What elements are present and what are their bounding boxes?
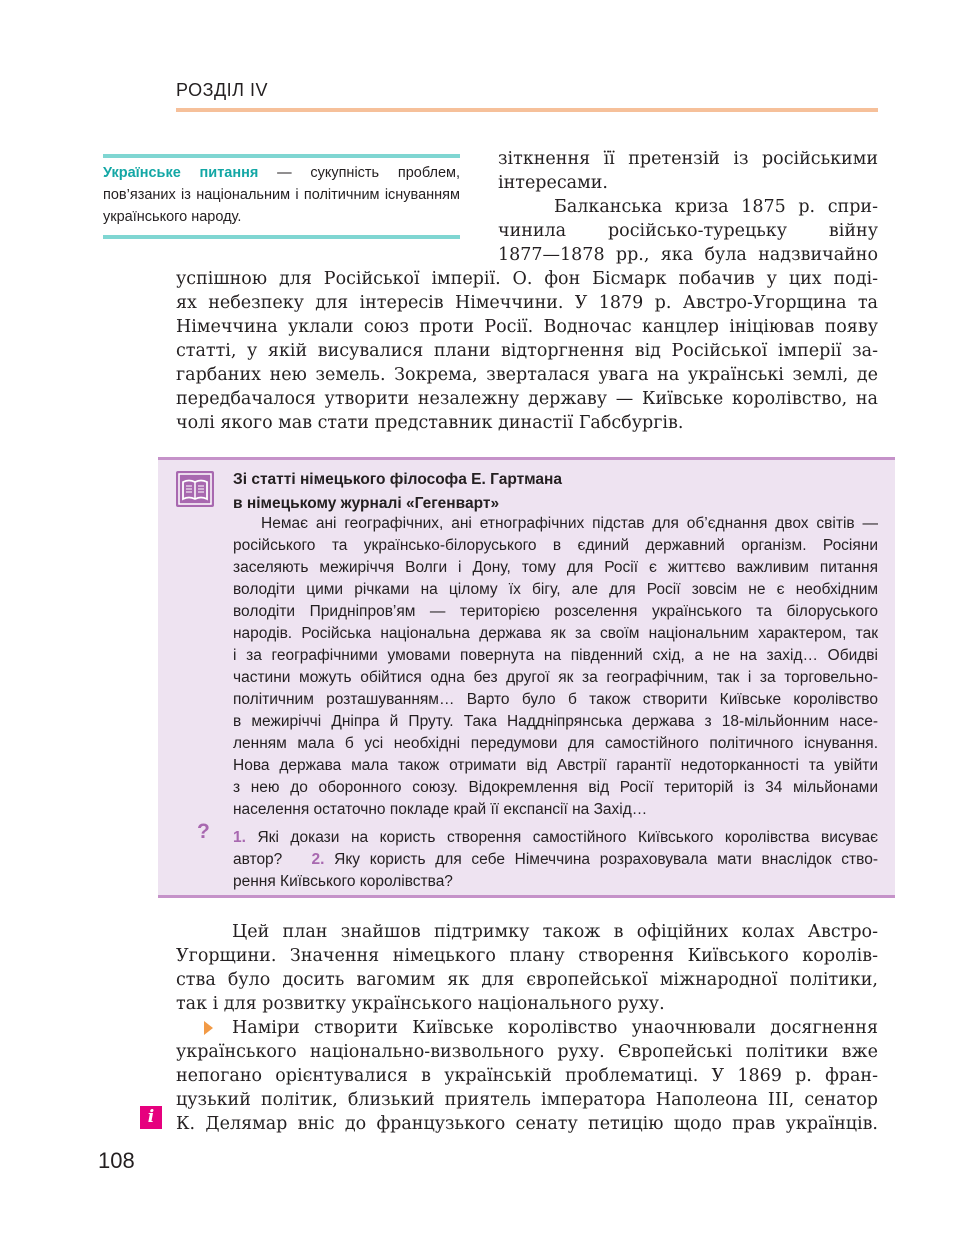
source-line: Немає ані географічних, ані етнографічних підстав для об’єднання двох світів — xyxy=(261,515,878,532)
source-line: політичним розташуванням… Варто було б також створити Київське королівство xyxy=(233,691,878,708)
body-line: ях небезпеку для інтересів Німеччини. У 1879 р. Австро-Угорщина та xyxy=(176,293,878,313)
source-line: народів. Російська національна держава як за своїм національним характером, так xyxy=(233,625,878,642)
header-rule xyxy=(176,108,878,112)
question-number: 1. xyxy=(233,829,246,846)
definition-text: — сукупність проблем, пов’язаних із національним і політичним існуванням українського народу. xyxy=(103,165,461,225)
question-text: Яку користь для себе Німеччина розраховувала мати внаслідок ство- xyxy=(324,851,878,868)
definition-term: Українське питання xyxy=(103,165,259,181)
definition-sidebar xyxy=(103,162,460,228)
body-line: передбачалося утворити незалежну державу — Київське королівство, на xyxy=(176,389,878,409)
body-line: так і для розвитку українського національного руху. xyxy=(176,994,665,1014)
page-number: 108 xyxy=(98,1148,135,1173)
body-line: інтересами. xyxy=(498,173,608,193)
body-line: Цей план знайшов підтримку також в офіційних колах Австро- xyxy=(232,922,878,942)
body-line: чолі якого мав стати представник династії Габсбургів. xyxy=(176,413,684,433)
source-line: населення остаточно покладе край її експансії на Захід… xyxy=(233,801,648,818)
question-1 xyxy=(233,827,878,849)
arrow-marker-icon xyxy=(204,1021,213,1035)
source-line: російського та українсько-білоруського в єдиний державний організм. Росіяни xyxy=(233,537,878,554)
body-line: Німеччина уклали союз проти Росії. Водночас канцлер ініціював появу xyxy=(176,317,878,337)
source-title-line: Зі статті німецького філософа Е. Гартмана xyxy=(233,471,563,488)
source-title-line: в німецькому журналі «Гегенварт» xyxy=(233,495,500,512)
source-line: і за географічними умовами повернута на південний схід, а не на захід… Обидві xyxy=(233,647,878,664)
body-line: непогано орієнтувалися в українській проблематиці. У 1869 р. фран- xyxy=(176,1066,878,1086)
body-line: К. Делямар вніс до французького сенату петицію щодо прав українців. xyxy=(176,1114,878,1134)
source-line: володіти цими річками на цілому їх бігу, але для Росії зовсім не є необхідним xyxy=(233,581,878,598)
source-line: з нею до оборонного союзу. Відокремлення від Росії територій із 34 мільйонами xyxy=(233,779,878,796)
sidebar-bottom-rule xyxy=(103,235,460,239)
info-icon: i xyxy=(140,1106,162,1129)
source-line: Нова держава мала також отримати від Австрії гарантії недоторканності та увійти xyxy=(233,757,878,774)
body-line: гарбаних нею земель. Зокрема, зверталася увага на українські землі, де xyxy=(176,365,878,385)
body-line: статті, у якій висувалися плани відторгнення від Російської імперії за- xyxy=(176,341,878,361)
body-line: зіткнення її претензій із російськими xyxy=(498,149,878,169)
source-line: в межиріччі Дніпра й Пруту. Така Наддніпрянська держава з 18-мільйонним насе- xyxy=(233,713,878,730)
body-line: 1877—1878 рр., яка була надзвичайно xyxy=(498,245,878,265)
body-line: чинила російсько-турецьку війну xyxy=(498,221,878,241)
sidebar-top-rule xyxy=(103,154,460,158)
body-line: успішною для Російської імперії. О. фон Бісмарк побачив у цих поді- xyxy=(176,269,878,289)
book-icon xyxy=(176,471,214,507)
section-label: РОЗДІЛ IV xyxy=(176,80,268,100)
source-line: заселяють межиріччя Волги і Дону, тому для Росії є життєво важливим питання xyxy=(233,559,878,576)
question-icon: ? xyxy=(197,820,210,843)
body-line: цузький політик, близький приятель імператора Наполеона ІІІ, сенатор xyxy=(176,1090,878,1110)
body-line: Угорщини. Значення німецького плану створення Київського королів- xyxy=(176,946,878,966)
source-line: володіти Придніпров’ям — територією розселення українського та білоруського xyxy=(233,603,878,620)
question-number: 2. xyxy=(311,851,325,868)
question-line: рення Київського королівства? xyxy=(233,873,453,890)
body-line: Балканська криза 1875 р. спри- xyxy=(554,197,878,217)
source-line: ленням мала б усі необхідні передумови для самостійного політичного існування. xyxy=(233,735,878,752)
question-text: Які докази на користь створення самостійного Київського королівства висуває xyxy=(245,829,878,846)
body-line: ства було досить вагомим як для європейської міжнародної політики, xyxy=(176,970,878,990)
body-line: українського національно-визвольного руху. Європейські політики вже xyxy=(176,1042,878,1062)
body-line: Наміри створити Київське королівство унаочнювали досягнення xyxy=(232,1018,878,1038)
question-text: автор? xyxy=(233,851,283,868)
question-line xyxy=(233,849,878,871)
source-line: частини можуть обійтися одна без другої як за географічним, так і за торговельно- xyxy=(233,669,878,686)
source-title xyxy=(233,468,562,516)
